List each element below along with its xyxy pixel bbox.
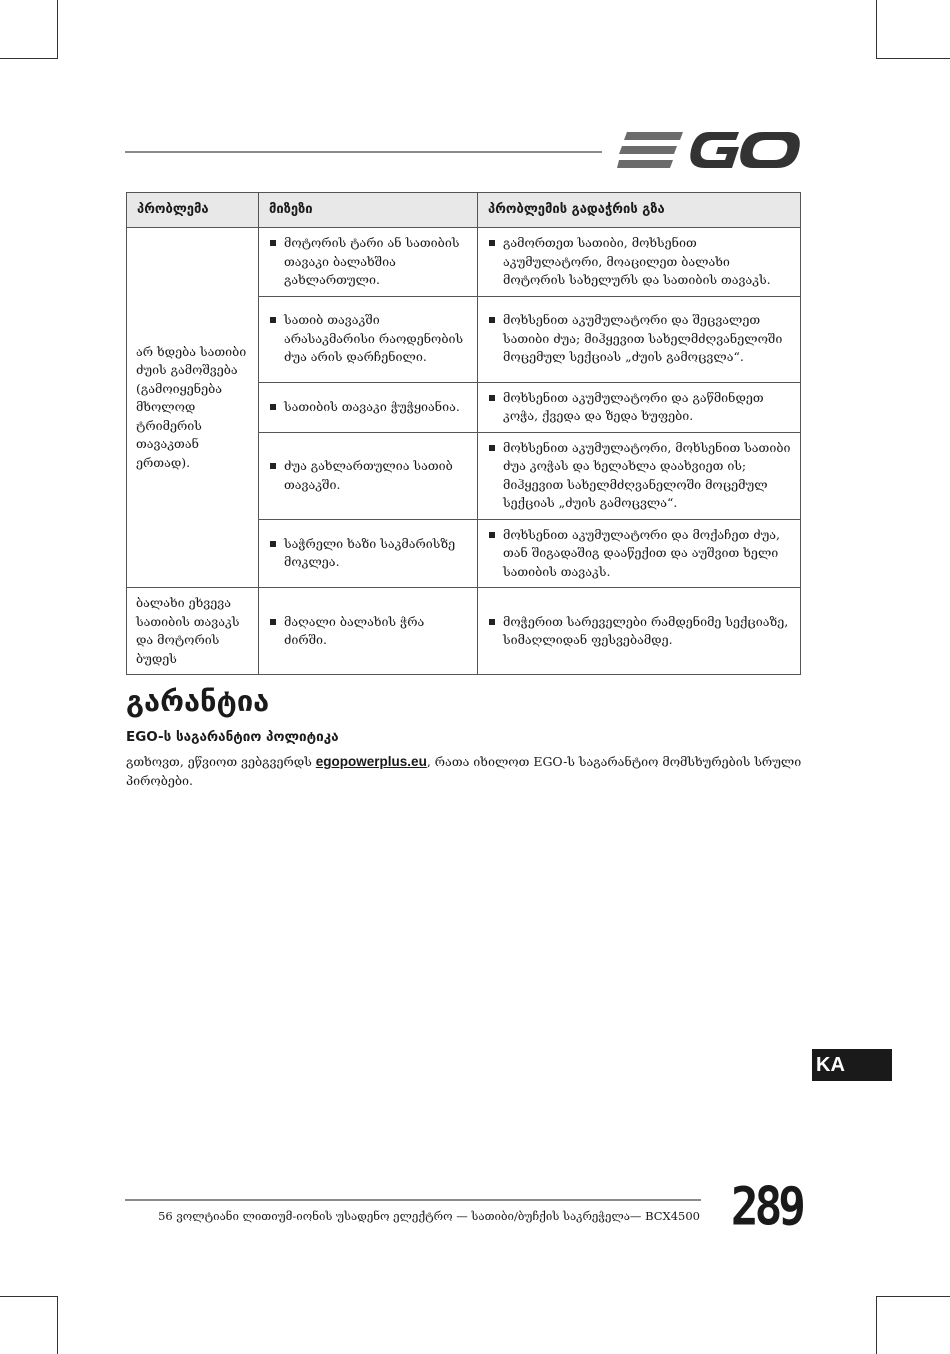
warranty-link[interactable]: egopowerplus.eu [315,754,427,769]
warranty-subtitle: EGO-ს საგარანტიო პოლიტიკა [126,729,339,745]
cause-cell [259,228,478,297]
table-header-row [127,193,801,228]
cause-text: სათიბ თავაკში არასაკმარისი რაოდენობის ძუა არის დარჩენილი. [268,311,468,367]
crop-mark [876,1296,877,1354]
header-solution: პრობლემის გადაჭრის გზა [478,193,801,228]
language-tab: KA [812,1049,892,1081]
ego-logo [617,128,800,172]
cause-text: მაღალი ბალახის ჭრა ძირში. [268,613,468,650]
crop-mark [57,0,58,58]
cause-text: საჭრელი ხაზი საკმარისზე მოკლეა. [268,535,468,572]
cause-cell [259,382,478,432]
crop-mark [57,1296,58,1354]
solution-cell [478,382,801,432]
header-cause: მიზეზი [259,193,478,228]
crop-mark [876,58,950,59]
solution-text: მოჭერით სარეველები რამდენიმე სექციაზე, სიმაღლიდან ფესვებამდე. [487,613,791,650]
footer-text: 56 ვოლტიანი ლითიუმ-იონის უსადენო ელექტრო — სათიბი/ბუჩქის საკრეჭელა— BCX4500 [158,1209,700,1223]
solution-cell [478,432,801,519]
solution-text: მოხსენით აკუმულატორი და შეცვალეთ სათიბი ძუა; მიჰყევით სახელმძღვანელოში მოცემულ სექციას „ძუის გამოცვლა“. [487,311,791,367]
solution-cell [478,228,801,297]
solution-text: მოხსენით აკუმულატორი და მოქაჩეთ ძუა, თან შიგადაშიგ დააწექით და აუშვით ხელი სათიბის თავაკს. [487,526,791,582]
solution-cell [478,296,801,382]
footer-rule [125,1199,701,1201]
warranty-text-after: , რათა იხილოთ EGO-ს საგარანტიო მომსხურების სრული პირობები. [126,754,802,788]
solution-text: გამორთეთ სათიბი, მოხსენით აკუმულატორი, მოაცილეთ ბალახი მოტორის სახელურს და სათიბის თავაკს. [487,234,791,290]
solution-text: მოხსენით აკუმულატორი, მოხსენით სათიბი ძუა კოჭას და ხელახლა დაახვიეთ ის; მიჰყევით სახელმძღვანელოში მოცემულ სექციას „ძუის გამოცვლა“. [487,439,791,513]
page-number: 289 [730,1175,802,1238]
crop-mark [0,1296,58,1297]
table-row [127,588,801,675]
problem-cell: არ ხდება სათიბი ძუის გამოშვება (გამოიყენება მხოლოდ ტრიმერის თავაკთან ერთად). [127,228,259,588]
warranty-text [126,752,802,790]
crop-mark [876,1296,950,1297]
cause-cell [259,519,478,588]
solution-cell [478,519,801,588]
table-row [127,228,801,297]
cause-text: ძუა გახლართულია სათიბ თავაკში. [268,457,468,494]
warranty-text-before: გთხოვთ, ეწვიოთ ვებგვერდს [126,754,316,769]
crop-mark [876,0,877,58]
solution-text: მოხსენით აკუმულატორი და გაწმინდეთ კოჭა, ქვედა და ზედა ხუფები. [487,389,791,426]
cause-text: სათიბის თავაკი ჭუჭყიანია. [268,398,468,417]
header-rule [125,151,602,153]
warranty-title: გარანტია [126,684,270,718]
cause-cell [259,432,478,519]
cause-text: მოტორის ტარი ან სათიბის თავაკი ბალახშია გახლართული. [268,234,468,290]
cause-cell [259,588,478,675]
problem-cell: ბალახი ეხვევა სათიბის თავაკს და მოტორის ბუდეს [127,588,259,675]
cause-cell [259,296,478,382]
solution-cell [478,588,801,675]
troubleshooting-table [126,192,801,675]
header-problem: პრობლემა [127,193,259,228]
crop-mark [0,58,58,59]
